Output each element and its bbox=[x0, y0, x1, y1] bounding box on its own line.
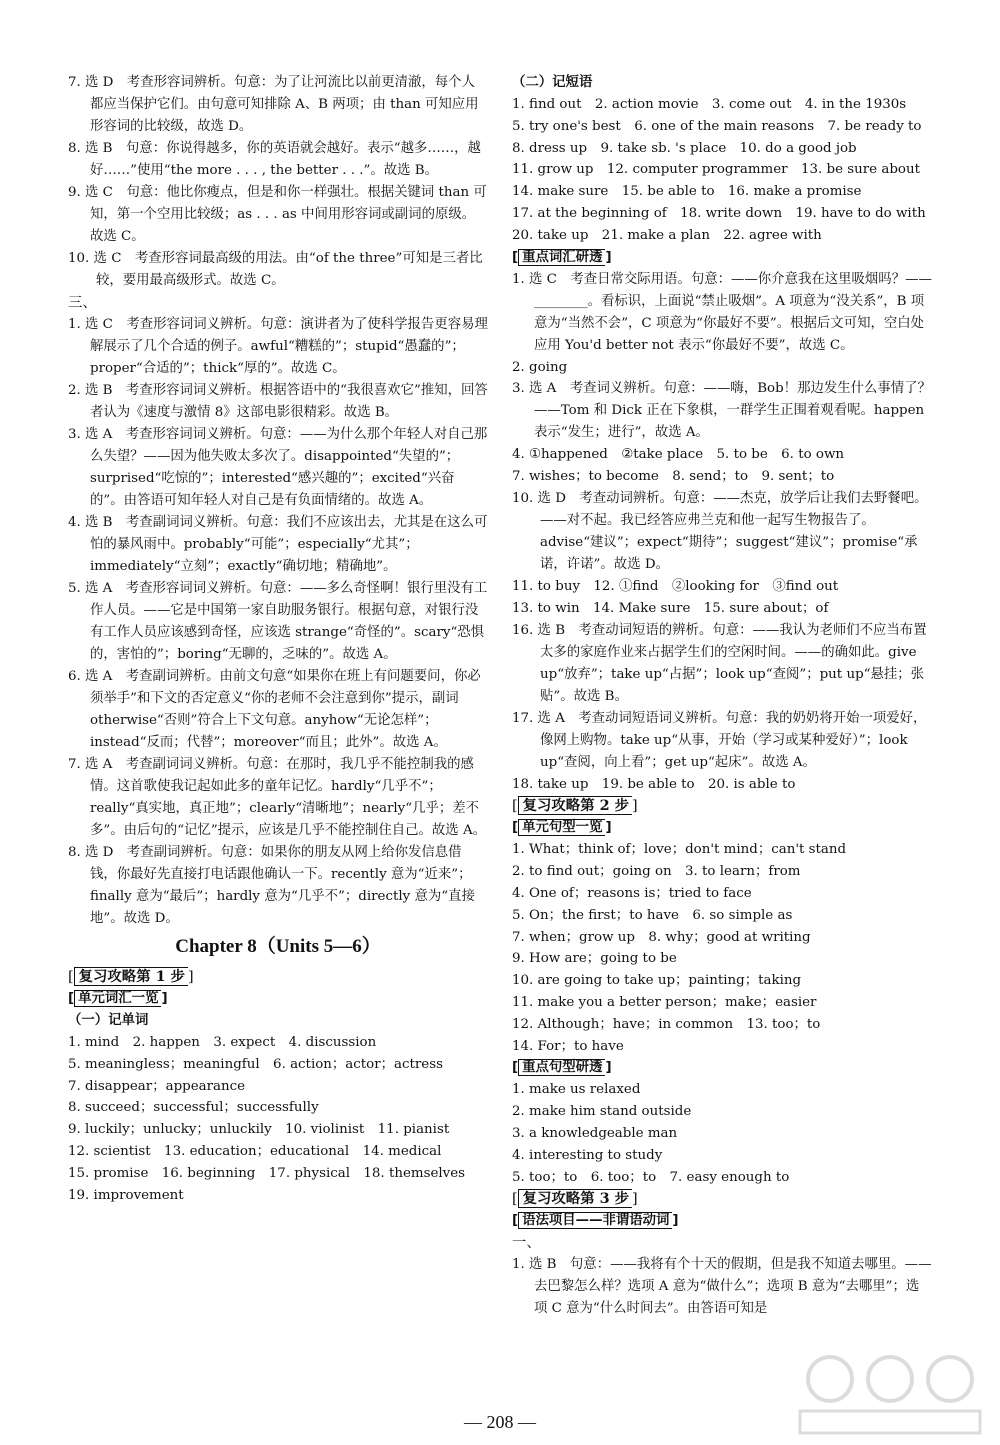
group-heading: （一）记单词 bbox=[68, 1013, 149, 1028]
answer-line: 4. interesting to study bbox=[512, 1147, 663, 1163]
answer-line: 7. when；grow up 8. why；good at writing bbox=[512, 929, 811, 945]
answer-item: 1. 选 C 考查日常交际用语。句意：——你介意我在这里吸烟吗？——________。看标识，上面说“禁止吸烟”。A 项意为“没关系”，B 项意为“当然不会”，C 项意为“你最好不要”。根据后文可知，空白处应用 You'd better not 表示“你最好不要”，故选 C。 bbox=[512, 271, 932, 353]
answer-item: 9. 选 C 句意：他比你瘦点，但是和你一样强壮。根据关键词 than 可知，第一个空用比较级；as . . . as 中间用形容词或副词的原级。故选 C。 bbox=[68, 185, 487, 244]
answer-line: 3. a knowledgeable man bbox=[512, 1125, 678, 1141]
answer-line: 19. improvement bbox=[68, 1187, 184, 1203]
answer-line: 9. How are；going to be bbox=[512, 951, 677, 967]
answer-line: 2. to find out；going on 3. to learn；from bbox=[512, 864, 801, 880]
answer-item: 5. 选 A 考查形容词词义辨析。句意：——多么奇怪啊！银行里没有工作人员。——它是中国第一家自助服务银行。根据句意，对银行没有工作人员应该感到奇怪，应该选 strange“奇怪的”。scary“恐惧的，害怕的”；boring“无聊的，乏味的”。故选 A。 bbox=[68, 581, 488, 662]
answer-line: 1. find out 2. action movie 3. come out 4. in the 1930s bbox=[512, 97, 907, 112]
section-heading-text: 复习攻略第 1 步 bbox=[74, 967, 188, 986]
answer-line: 8. succeed；successful；successfully bbox=[68, 1100, 319, 1116]
answer-line: 2. going bbox=[512, 359, 568, 375]
answer-line: 4. One of；reasons is；tried to face bbox=[512, 885, 752, 901]
answer-item: 10. 选 C 考查形容词最高级的用法。由“of the three”可知是三者比较，要用最高级形式。故选 C。 bbox=[68, 251, 483, 288]
subsection-heading-text: 语法项目——非谓语动词 bbox=[518, 1212, 672, 1229]
answer-item: 10. 选 D 考查动词辨析。句意：——杰克，放学后让我们去野餐吧。——对不起。我已经答应弗兰克和他一起写生物报告了。advise“建议”；expect“期待”；suggest“建议”；promise“承诺，许诺”。故选 D。 bbox=[512, 490, 928, 572]
subsection-heading: [ 重点词汇研透 ] bbox=[512, 249, 612, 265]
section-heading: [ 复习攻略第 2 步 ] bbox=[512, 797, 638, 815]
subsection-heading-text: 单元句型一览 bbox=[518, 819, 605, 836]
answer-line: 9. luckily；unlucky；unluckily 10. violinist 11. pianist bbox=[68, 1122, 450, 1138]
answer-line: 8. dress up 9. take sb. 's place 10. do a good job bbox=[512, 140, 857, 156]
group-heading: （二）记短语 bbox=[512, 75, 593, 90]
answer-line: 7. disappear；appearance bbox=[68, 1078, 246, 1094]
subsection-heading-text: 重点句型研透 bbox=[518, 1059, 605, 1076]
answer-item: 4. 选 B 考查副词词义辨析。句意：我们不应该出去，尤其是在这么可怕的暴风雨中。probably“可能”；especially“尤其”；immediately“立刻”；exactly“确切地；精确地”。 bbox=[68, 515, 488, 574]
answer-line: 5. try one's best 6. one of the main reasons 7. be ready to bbox=[512, 118, 922, 134]
answer-item: 3. 选 A 考查形容词词义辨析。句意：——为什么那个年轻人对自己那么失望？——因为他失败太多次了。disappointed“失望的”；surprised“吃惊的”；interested“感兴趣的”；excited“兴奋的”。由答语可知年轻人对自己是有负面情绪的。故选 A。 bbox=[68, 427, 488, 508]
answer-line: 1. What；think of；love；don't mind；can't stand bbox=[512, 842, 847, 858]
answer-line: 14. For；to have bbox=[512, 1038, 624, 1054]
answer-line: 18. take up 19. be able to 20. is able to bbox=[512, 776, 796, 792]
answer-line: 11. grow up 12. computer programmer 13. be sure about bbox=[512, 162, 920, 178]
answer-line: 5. meaningless；meaningful 6. action；actor；actress bbox=[68, 1056, 443, 1072]
answer-item: 2. 选 B 考查形容词词义辨析。根据答语中的“我很喜欢它”推知，回答者认为《速度与激情 8》这部电影很精彩。故选 B。 bbox=[68, 383, 488, 420]
section-heading: 一、 bbox=[512, 1235, 541, 1252]
subsection-heading-text: 重点词汇研透 bbox=[518, 249, 605, 266]
answer-line: 14. make sure 15. be able to 16. make a promise bbox=[512, 184, 862, 200]
answer-line: 11. make you a better person；make；easier bbox=[512, 994, 817, 1010]
answer-item: 17. 选 A 考查动词短语词义辨析。句意：我的奶奶将开始一项爱好，像网上购物。take up“从事，开始（学习或某种爱好）”；look up“查阅，向上看”；get up“起床”。故选 A。 bbox=[512, 710, 927, 770]
chapter-title: Chapter 8（Units 5—6） bbox=[175, 936, 381, 957]
watermark-logo bbox=[790, 1349, 990, 1439]
answer-item: 3. 选 A 考查词义辨析。句意：——嗨，Bob！那边发生什么事情了？——Tom 和 Dick 正在下象棋，一群学生正围着观看呢。happen 表示“发生；进行”，故选 A。 bbox=[512, 381, 931, 441]
answer-line: 20. take up 21. make a plan 22. agree with bbox=[512, 227, 822, 243]
answer-item: 8. 选 D 考查副词辨析。句意：如果你的朋友从网上给你发信息借钱，你最好先直接打电话跟他确认一下。recently 意为“近来”；finally 意为“最后”；hardly 意为“几乎不”；directly 意为“直接地”。故选 D。 bbox=[68, 845, 475, 926]
answer-line: 12. scientist 13. education；educational 14. medical bbox=[68, 1143, 442, 1159]
answer-line: 2. make him stand outside bbox=[512, 1104, 692, 1120]
answer-line: 11. to buy 12. ①find ②looking for ③find out bbox=[512, 578, 839, 594]
answer-line: 5. On；the first；to have 6. so simple as bbox=[512, 907, 793, 923]
subsection-heading: [ 单元词汇一览 ] bbox=[68, 991, 168, 1006]
answer-item: 7. 选 D 考查形容词辨析。句意：为了让河流比以前更清澈，每个人都应当保护它们。由句意可知排除 A、B 两项；由 than 可知应用形容词的比较级，故选 D。 bbox=[68, 75, 479, 134]
section-heading: 三、 bbox=[68, 295, 97, 311]
subsection-heading: [ 语法项目——非谓语动词 ] bbox=[512, 1213, 679, 1229]
answer-item: 1. 选 C 考查形容词词义辨析。句意：演讲者为了使科学报告更容易理解展示了几个合适的例子。awful“糟糕的”；stupid“愚蠢的”；proper“合适的”；thick“厚的”。故选 C。 bbox=[68, 317, 488, 376]
answer-item: 16. 选 B 考查动词短语的辨析。句意：——我认为老师们不应当布置太多的家庭作业来占据学生们的空闲时间。——的确如此。give up“放弃”；take up“占据”；look up“查阅”；put up“悬挂；张贴”。故选 B。 bbox=[512, 622, 927, 704]
answer-line: 15. promise 16. beginning 17. physical 18. themselves bbox=[68, 1165, 466, 1181]
answer-line: 1. make us relaxed bbox=[512, 1082, 641, 1098]
subsection-heading: [ 单元句型一览 ] bbox=[512, 820, 612, 836]
answer-item: 1. 选 B 句意：——我将有个十天的假期，但是我不知道去哪里。——去巴黎怎么样？选项 A 意为“做什么”；选项 B 意为“去哪里”；选项 C 意为“什么时间去”。由答语可知是 bbox=[512, 1257, 932, 1317]
answer-line: 1. mind 2. happen 3. expect 4. discussion bbox=[68, 1035, 377, 1050]
answer-item: 8. 选 B 句意：你说得越多，你的英语就会越好。表示“越多……，越好……”使用“the more . . . , the better . . .”。故选 B。 bbox=[68, 141, 481, 178]
right-column bbox=[512, 72, 932, 1320]
answer-line: 5. too；to 6. too；to 7. easy enough to bbox=[512, 1169, 790, 1185]
section-heading: [ 复习攻略第 1 步 ] bbox=[68, 968, 194, 985]
section-heading-text: 复习攻略第 3 步 bbox=[518, 1189, 632, 1208]
subsection-heading: [ 重点句型研透 ] bbox=[512, 1060, 612, 1076]
section-heading: [ 复习攻略第 3 步 ] bbox=[512, 1190, 638, 1208]
answer-item: 7. 选 A 考查副词词义辨析。句意：在那时，我几乎不能控制我的感情。这首歌使我记起如此多的童年记忆。hardly“几乎不”；really“真实地，真正地”；clearly“清晰地”；nearly“几乎；差不多”。由后句的“记忆”提示，应该是几乎不能控制住自己。故选 A。 bbox=[68, 757, 487, 838]
answer-line: 10. are going to take up；painting；taking bbox=[512, 973, 802, 989]
answer-line: 17. at the beginning of 18. write down 19. have to do with bbox=[512, 205, 926, 221]
answer-line: 13. to win 14. Make sure 15. sure about；of bbox=[512, 600, 829, 616]
page-number: — 208 — bbox=[464, 1412, 536, 1432]
answer-item: 6. 选 A 考查副词辨析。由前文句意“如果你在班上有问题要问，你必须举手”和下文的否定意义“你的老师不会注意到你”提示，副词 otherwise“否则”符合上下文句意。anyhow“无论怎样”；instead“反而；代替”；moreover“而且；此外”。故选 A。 bbox=[68, 669, 481, 750]
answer-line: 12. Although；have；in common 13. too；to bbox=[512, 1016, 821, 1032]
answer-line: 4. ①happened ②take place 5. to be 6. to own bbox=[512, 447, 845, 463]
left-column bbox=[68, 72, 488, 1206]
subsection-heading-text: 单元词汇一览 bbox=[74, 990, 161, 1007]
answer-line: 7. wishes；to become 8. send；to 9. sent；to bbox=[512, 469, 835, 485]
section-heading-text: 复习攻略第 2 步 bbox=[518, 796, 632, 815]
